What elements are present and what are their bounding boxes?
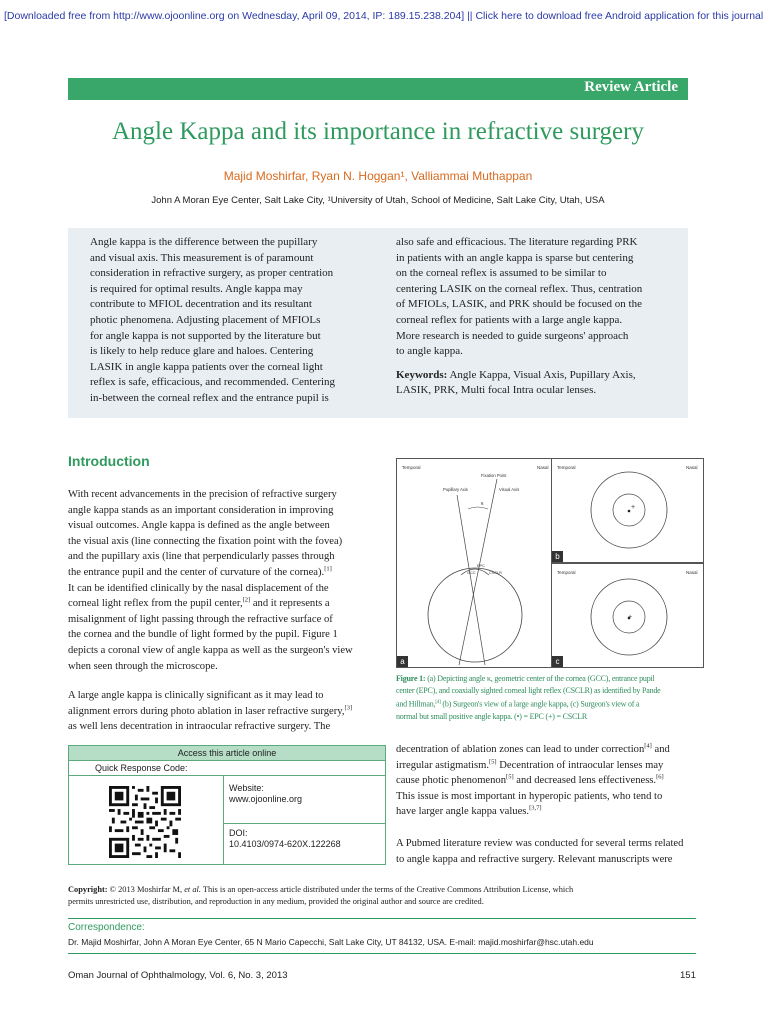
visual-axis-label: Visual Axis [499,487,520,492]
body-line: as well lens decentration in intraocular refractive surgery. The [68,721,331,733]
body-line: have larger angle kappa values.[3,7] [396,804,542,818]
body-line: to angle kappa and refractive surgery. Relevant manuscripts were [396,853,673,865]
access-box-header: Access this article online [69,746,385,761]
access-divider [223,775,224,864]
copyright-notice: Copyright: © 2013 Moshirfar M, et al. This is an open-access article distributed under the terms of the Creative Commons Attribution License, which permits unrestricted use, distribution, and reproduction in any medium, provided the original author and source are credited. [68,885,574,906]
panel-c-diagram [552,564,703,667]
qr-label: Quick Response Code: [95,763,188,773]
introduction-paragraph-2 [68,688,374,735]
abstract-line: corneal reflex for patients with a large angle kappa. [396,313,623,326]
nasal-label: Nasal [686,570,698,575]
body-line: corneal light reflex from the pupil center,[2] and it represents a [68,596,330,610]
body-line: visual outcomes. Angle kappa is defined as the angle between [68,520,330,532]
citation-ref[interactable]: [5] [506,773,514,781]
temporal-label: Temporal [557,570,576,575]
citation-ref[interactable]: [3,7] [529,804,542,812]
qr-code[interactable] [109,786,181,858]
correspondence-label: Correspondence: [68,922,145,933]
figure-panel-c [551,563,704,668]
divider [68,918,696,919]
abstract-box [68,228,688,418]
figure-panel-a [396,458,552,668]
abstract-line: More research is needed to guide surgeons' approach [396,329,629,342]
article-type-bar [68,78,688,100]
nasal-label: Nasal [686,465,698,470]
abstract-line: of MFIOLs, LASIK, and PRK should be focused on the [396,298,642,311]
access-article-box [68,745,386,865]
pupillary-axis-line [457,495,485,665]
epc-dot [628,510,631,513]
body-line: This issue is most important in hyperopic patients, who tend to [396,790,663,802]
body-line: the cornea and the bundle of light formed by the pupil. Figure 1 [68,629,338,641]
copyright-label: Copyright: [68,885,108,894]
article-title: Angle Kappa and its importance in refractive surgery [112,118,644,145]
gcc-label: GCC [467,571,476,575]
abstract-line: LASIK in angle kappa patients over the corneal light [90,360,323,373]
divider [68,953,696,954]
abstract-line: in patients with an angle kappa is sparse but centering [396,251,634,264]
epc-label: EPC [477,564,485,568]
introduction-paragraph-1 [68,487,374,674]
abstract-line: centering LASIK on the corneal reflex. Thus, centration [396,282,643,295]
citation-ref[interactable]: [6] [656,773,664,781]
abstract-line: is likely to help reduce glare and haloes. Centering [90,345,314,358]
abstract-line: is required for optimal results. Angle kappa may [90,282,303,295]
citation-ref[interactable]: [1] [324,565,332,573]
introduction-heading: Introduction [68,453,150,469]
abstract-line: in-between the corneal reflex and the entrance pupil is [90,391,329,404]
abstract-line: to angle kappa. [396,345,463,358]
body-line: decentration of ablation zones can lead to under correction[4] and [396,742,670,755]
body-line: It can be identified clinically by the nasal displacement of the [68,582,329,594]
panel-c-letter: c [552,656,563,667]
abstract-line: reflex is safe, efficacious, and recommended. Centering [90,376,336,389]
access-divider [69,775,385,776]
affiliation: John A Moran Eye Center, Salt Lake City, ¹University of Utah, School of Medicine, Salt Lake City, Utah, USA [151,195,605,206]
panel-b-letter: b [552,551,563,562]
website-label: Website: [229,783,264,793]
abstract-line: contribute to MFIOL decentration and its resultant [90,298,312,311]
body-line: angle kappa stands as an important consideration in improving [68,504,334,516]
panel-b-diagram [552,459,703,562]
citation-ref[interactable]: [4] [644,742,652,750]
android-app-link[interactable]: Click here to download free Android application for this journal [475,10,764,22]
temporal-label: Temporal [557,465,576,470]
panel-a-letter: a [397,656,408,667]
journal-footer: Oman Journal of Ophthalmology, Vol. 6, No. 3, 2013 [68,970,288,981]
article-type-label: Review Article [584,79,678,95]
body-line: With recent advancements in the precision of refractive surgery [68,489,337,500]
kappa-arc [468,507,488,509]
banner-separator: || [467,10,473,22]
body-line: A Pubmed literature review was conducted for several terms related [396,838,684,849]
figure-label: Figure 1: [396,674,426,683]
doi-value[interactable]: 10.4103/0974-620X.122268 [229,839,341,849]
nasal-label: Nasal [537,465,549,470]
keywords-line-2: LASIK, PRK, Multi focal Intra ocular lenses. [396,384,597,397]
figure-caption: Figure 1: (a) Depicting angle κ, geometric center of the cornea (GCC), entrance pupil center (EPC), and coaxially sighted corneal light reflex (CSCLR) as identified by Pande and Hillman,[4] (b) Surgeon's view of a large angle kappa, (c) Surgeon's view of a normal but small positive angle kappa. (•) = EPC (+) = CSCLR [396,674,661,721]
body-line: when seen through the microscope. [68,660,218,672]
body-line: A large angle kappa is clinically significant as it may lead to [68,690,324,701]
citation-ref[interactable]: [3] [344,704,353,712]
abstract-line: Angle kappa is the difference between the pupillary [90,236,318,248]
eye-globe [428,568,522,662]
page-number: 151 [680,970,696,981]
csclr-label: CSCLR [489,571,502,575]
body-line: and the pupillary axis (line that perpendicularly passes through [68,551,335,563]
download-info-link[interactable]: [Downloaded free from http://www.ojoonline.org on Wednesday, April 09, 2014, IP: 189.15.238.204] [4,10,465,22]
abstract-line: consideration in refractive surgery, as proper centration [90,267,334,280]
author-list: Majid Moshirfar, Ryan N. Hoggan¹, Valliammai Muthappan [223,169,533,183]
csclr-plus: + [628,614,633,621]
keywords-text: Angle Kappa, Visual Axis, Pupillary Axis, [447,368,636,381]
keywords [396,368,678,384]
temporal-label: Temporal [402,465,421,470]
website-link[interactable]: www.ojoonline.org [229,794,303,804]
correspondence-text: Dr. Majid Moshirfar, John A Moran Eye Center, 65 N Mario Capecchi, Salt Lake City, UT 84132, USA. E-mail: majid.moshirfar@hsc.utah.edu [68,937,594,947]
body-line: the visual axis (line connecting the fixation point with the fovea) [68,535,343,547]
citation-ref[interactable]: [5] [488,758,497,766]
abstract-line: photic phenomena. Adjusting placement of MFIOLs [90,313,321,326]
body-line: cause photic phenomenon[5] and decreased lens effectiveness.[6] [396,773,664,787]
body-line: alignment errors during photo ablation in laser refractive surgery,[3] [68,704,353,717]
doi-label: DOI: [229,828,248,838]
abstract-left-column [90,235,372,407]
pupillary-axis-label: Pupillary Axis [443,487,468,492]
citation-ref[interactable]: [4] [435,700,441,705]
panel-a-diagram [397,459,551,667]
abstract-line: and visual axis. This measurement is of paramount [90,251,314,264]
figure-panel-b [551,458,704,563]
download-banner [4,10,768,22]
csclr-plus: + [631,504,636,511]
body-line: irregular astigmatism.[5] Decentration of intraocular lenses may [396,758,664,771]
abstract-line: on the corneal reflex is assumed to be similar to [396,267,607,280]
fixation-point-label: Fixation Point [481,473,507,478]
abstract-right-column [396,235,678,399]
abstract-line: for angle kappa is not supported by the literature but [90,329,321,342]
body-line: the entrance pupil and the center of curvature of the cornea).[1] [68,565,332,578]
keywords-label: Keywords: [396,368,448,381]
kappa-label: κ [481,501,484,507]
right-column-paragraph-1 [396,742,702,820]
body-line: misalignment of light passing through the refractive surface of [68,613,333,625]
abstract-line: also safe and efficacious. The literature regarding PRK [396,236,638,248]
citation-ref[interactable]: [2] [242,596,251,604]
right-column-paragraph-2 [396,836,702,867]
body-line: depicts a coronal view of angle kappa as well as the surgeon's view [68,644,353,656]
access-divider [223,823,385,824]
